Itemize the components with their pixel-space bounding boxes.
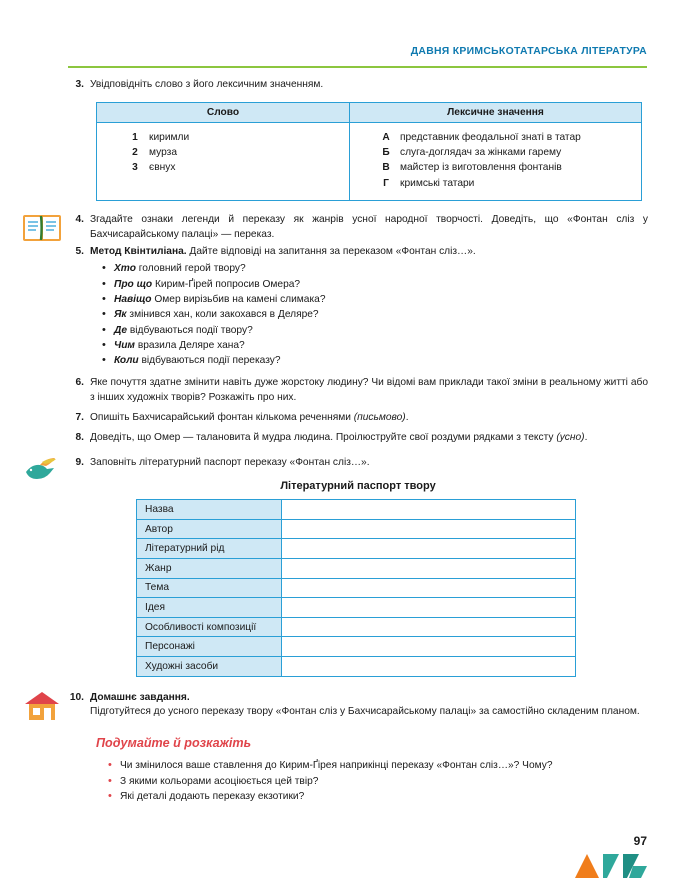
meaning-key: Г: [383, 177, 389, 189]
word-list: [127, 130, 339, 176]
exercise-9: [68, 456, 648, 471]
table-row: [137, 519, 576, 539]
match-table-meanings-cell: [350, 122, 642, 200]
passport-input-cell[interactable]: [282, 657, 576, 677]
list-item: [102, 261, 648, 276]
list-item: [102, 338, 648, 353]
exercise-7-number: 7.: [75, 411, 84, 423]
passport-input-cell[interactable]: [282, 578, 576, 598]
question-rest: Кирим-Ґірей попросив Омера?: [152, 278, 301, 290]
exercise-6-number: 6.: [75, 377, 84, 389]
passport-input-cell[interactable]: [282, 519, 576, 539]
meaning-key: В: [382, 162, 390, 174]
exercise-10-number: 10.: [69, 691, 84, 703]
passport-input-cell[interactable]: [282, 500, 576, 520]
exercise-5-text: [90, 245, 648, 260]
question-rest: Омер вирізьбив на камені слимака?: [151, 293, 326, 305]
exercise-7: [68, 411, 648, 426]
passport-title: Літературний паспорт твору: [280, 480, 436, 493]
question-keyword: Чим: [114, 339, 135, 351]
think-section-list: [68, 758, 648, 804]
passport-input-cell[interactable]: [282, 617, 576, 637]
exercise-8-number: 8.: [75, 431, 84, 443]
exercise-3-text: Увідповідніть слово з його лексичним значенням.: [90, 79, 324, 90]
list-item: [102, 292, 648, 307]
question-keyword: Навіщо: [114, 293, 152, 305]
question-rest: відбуваються події твору?: [127, 324, 253, 336]
page-content: [68, 78, 648, 806]
passport-input-cell[interactable]: [282, 539, 576, 559]
list-item: • З якими кольорами асоціюється цей твір?: [108, 774, 648, 789]
exercise-10-body: Підготуйтеся до усного переказу твору «Фонтан сліз у Бахчисарайському палаці» за самостійно складеним планом.: [90, 706, 640, 718]
think-section-title: Подумайте й розкажіть: [96, 736, 252, 751]
footer-decoration-icon: [573, 850, 647, 880]
list-item: [102, 323, 648, 338]
question-keyword: Про що: [114, 278, 153, 290]
house-icon: [22, 689, 60, 721]
question-keyword: Хто: [114, 263, 136, 275]
page-number: 97: [633, 834, 647, 848]
passport-label: Художні засоби: [137, 657, 282, 677]
match-table: [96, 102, 642, 201]
list-item: • Які деталі додають переказу екзотики?: [108, 789, 648, 804]
header-divider: [68, 66, 647, 68]
word-number: 2: [132, 147, 138, 159]
match-table-words-cell: [97, 122, 350, 200]
exercise-8-italic: (усно): [556, 431, 585, 443]
list-item: [378, 130, 631, 145]
list-item: [102, 307, 648, 322]
word-text: киримли: [149, 131, 190, 143]
passport-label: Літературний рід: [137, 539, 282, 559]
exercise-4-text: Згадайте ознаки легенди й переказу як жанрів усної народної творчості. Доведіть, що «Фонтан сліз у Бахчисарайському палаці» — переказ.: [90, 213, 648, 240]
exercise-5-tail: Дайте відповіді на запитання за переказом «Фонтан сліз…».: [186, 245, 476, 257]
quintilian-question-list: [68, 261, 648, 368]
meaning-text: представник феодальної знаті в татар: [400, 131, 581, 143]
question-rest: вразила Деляре хана?: [134, 339, 245, 351]
passport-input-cell[interactable]: [282, 559, 576, 579]
exercise-7-text: [90, 411, 648, 426]
question-rest: головний герой твору?: [135, 263, 246, 275]
meaning-key: А: [382, 131, 390, 143]
word-text: євнух: [149, 162, 176, 174]
passport-label: Ідея: [137, 598, 282, 618]
match-table-header-row: [97, 102, 642, 122]
meaning-text: слуга-доглядач за жінками гарему: [400, 147, 562, 159]
word-number: 1: [132, 131, 138, 143]
table-row: [137, 598, 576, 618]
passport-label: Жанр: [137, 559, 282, 579]
match-table-header-meaning: Лексичне значення: [350, 102, 642, 122]
meaning-text: кримські татари: [400, 177, 475, 189]
question-rest: відбуваються події переказу?: [138, 355, 281, 367]
list-item: [378, 176, 631, 191]
passport-input-cell[interactable]: [282, 598, 576, 618]
exercise-5-lead: Метод Квінтиліана.: [90, 245, 187, 257]
exercise-4-number: 4.: [75, 213, 84, 225]
passport-input-cell[interactable]: [282, 637, 576, 657]
table-row: [137, 657, 576, 677]
word-number: 3: [132, 162, 138, 174]
exercise-10-text: [90, 691, 648, 721]
passport-label: Особливості композиції: [137, 617, 282, 637]
literary-passport-table: [136, 499, 576, 676]
header-title: ДАВНЯ КРИМСЬКОТАТАРСЬКА ЛІТЕРАТУРА: [410, 46, 647, 57]
exercise-7-main: Опишіть Бахчисарайський фонтан кількома реченнями: [90, 411, 354, 423]
list-item: [127, 130, 339, 145]
exercise-3: [68, 78, 648, 93]
exercise-10-lead: Домашнє завдання.: [90, 691, 190, 703]
meaning-key: Б: [382, 147, 390, 159]
exercise-5: [68, 245, 648, 260]
exercise-9-text: Заповніть літературний паспорт переказу «Фонтан сліз…».: [90, 456, 370, 468]
table-row: [137, 617, 576, 637]
table-row: [137, 578, 576, 598]
question-keyword: Де: [114, 324, 128, 336]
list-item: [127, 145, 339, 160]
exercise-6-text: Яке почуття здатне змінити навіть дуже жорстоку людину? Чи відомі вам приклади такої зміни в реальному житті або з інших художніх творів? Розкажіть про них.: [90, 377, 648, 404]
passport-label: Тема: [137, 578, 282, 598]
exercise-7-italic: (письмово): [353, 411, 406, 423]
exercise-8-punct: .: [584, 431, 588, 443]
list-item: • Чи змінилося ваше ставлення до Кирим-Ґірея наприкінці переказу «Фонтан сліз…»? Чому?: [108, 758, 648, 773]
list-item: [378, 160, 631, 175]
exercise-4: [68, 213, 648, 243]
match-table-body-row: [97, 122, 642, 200]
pegasus-icon: [22, 452, 60, 484]
passport-label: Персонажі: [137, 637, 282, 657]
exercise-5-number: 5.: [75, 245, 84, 257]
table-row: [137, 559, 576, 579]
list-item: [102, 277, 648, 292]
open-book-icon: [22, 211, 60, 243]
passport-label: Назва: [137, 500, 282, 520]
table-row: [137, 637, 576, 657]
match-table-header-word: Слово: [97, 102, 350, 122]
question-keyword: Як: [114, 309, 127, 321]
exercise-3-number: 3.: [75, 79, 84, 90]
exercise-8: [68, 431, 648, 446]
exercise-7-punct: .: [405, 411, 409, 423]
list-item: [127, 160, 339, 175]
exercise-9-number: 9.: [75, 456, 84, 468]
exercise-10: [68, 691, 648, 721]
meaning-list: [378, 130, 631, 191]
meaning-text: майстер із виготовлення фонтанів: [400, 162, 562, 174]
table-row: [137, 539, 576, 559]
list-item: [378, 145, 631, 160]
exercise-6: [68, 376, 648, 406]
page-header: [68, 46, 647, 57]
exercise-8-text: [90, 431, 648, 446]
question-rest: змінився хан, коли закохався в Деляре?: [126, 309, 319, 321]
list-item: [102, 353, 648, 368]
question-keyword: Коли: [114, 355, 139, 367]
table-row: [137, 500, 576, 520]
word-text: мурза: [149, 147, 177, 159]
exercise-8-main: Доведіть, що Омер — талановита й мудра людина. Проілюструйте свої роздуми рядками з тексту: [90, 431, 557, 443]
passport-label: Автор: [137, 519, 282, 539]
